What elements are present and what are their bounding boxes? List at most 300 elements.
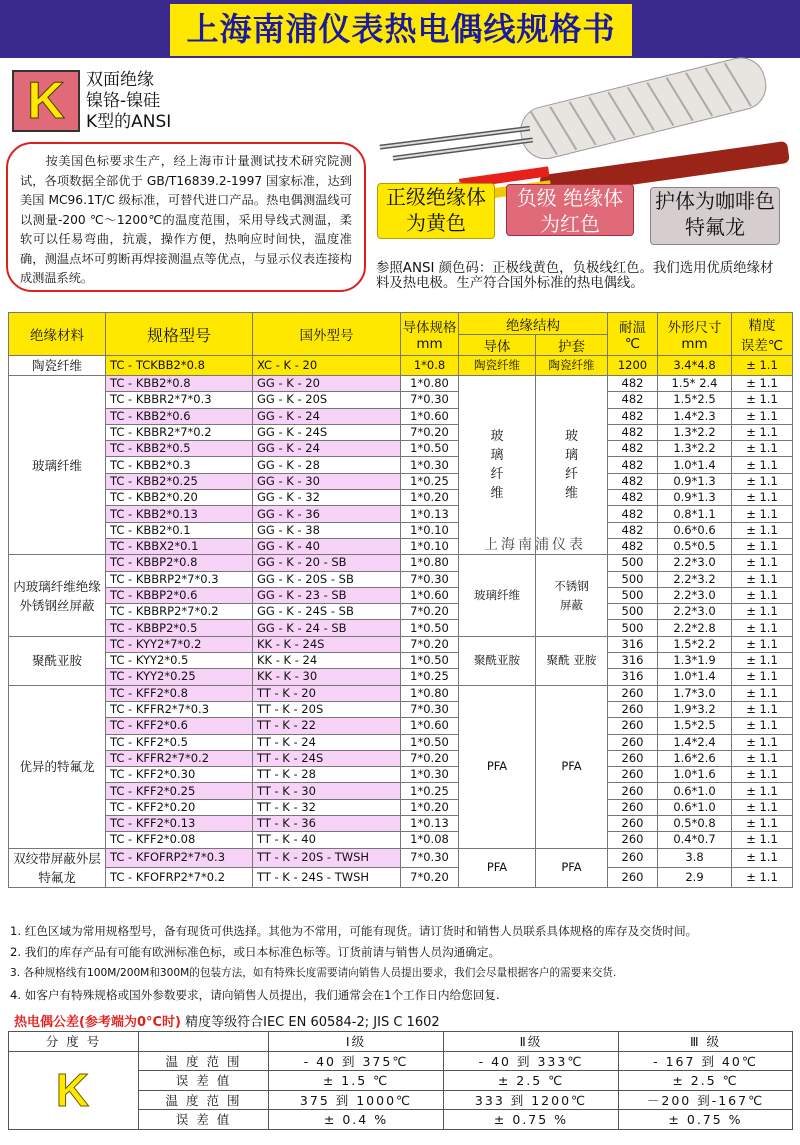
model-cell: TC - KBBP2*0.8 bbox=[106, 555, 253, 571]
model-cell: TC - KBBX2*0.1 bbox=[106, 538, 253, 554]
jacket-insulation-cell: PFA bbox=[536, 848, 608, 887]
foreign-model-cell: TT - K - 20S bbox=[253, 701, 401, 717]
size-cell: 1.5*2.5 bbox=[658, 392, 732, 408]
accuracy-cell: ± 1.1 bbox=[732, 604, 793, 620]
table-row bbox=[9, 457, 793, 473]
foreign-model-cell: TT - K - 32 bbox=[253, 799, 401, 815]
tolerance-title: 热电偶公差(参考端为0°C时) bbox=[14, 1015, 181, 1030]
conductor-cell: 1*0.13 bbox=[401, 506, 459, 522]
tol-col-grade: 分 度 号 bbox=[9, 1032, 139, 1052]
table-row bbox=[9, 587, 793, 603]
tol-col-class3: Ⅲ 级 bbox=[619, 1032, 793, 1052]
accuracy-cell: ± 1.1 bbox=[732, 424, 793, 440]
accuracy-cell: ± 1.1 bbox=[732, 799, 793, 815]
conductor-cell: 1*0.8 bbox=[401, 356, 459, 376]
tol-label: 误 差 值 bbox=[139, 1110, 269, 1130]
table-row bbox=[9, 522, 793, 538]
accuracy-cell: ± 1.1 bbox=[732, 457, 793, 473]
conductor-cell: 1*0.25 bbox=[401, 669, 459, 685]
model-cell: TC - KBB2*0.5 bbox=[106, 441, 253, 457]
conductor-cell: 1*0.50 bbox=[401, 653, 459, 669]
temp-cell: 260 bbox=[608, 868, 658, 888]
temp-cell: 260 bbox=[608, 701, 658, 717]
foreign-model-cell: GG - K - 24 bbox=[253, 408, 401, 424]
k-type-badge bbox=[12, 70, 80, 132]
foreign-model-cell: GG - K - 23 - SB bbox=[253, 587, 401, 603]
foreign-model-cell: GG - K - 30 bbox=[253, 473, 401, 489]
conductor-cell: 7*0.20 bbox=[401, 750, 459, 766]
temp-cell: 316 bbox=[608, 669, 658, 685]
col-material: 绝缘材料 bbox=[9, 313, 106, 356]
tol-value: ± 0.4 % bbox=[269, 1110, 444, 1130]
foreign-model-cell: TT - K - 20 bbox=[253, 685, 401, 701]
table-row bbox=[9, 376, 793, 392]
conductor-insulation-cell: 玻璃纤维 bbox=[459, 555, 536, 636]
table-row bbox=[9, 767, 793, 783]
size-cell: 0.6*1.0 bbox=[658, 783, 732, 799]
table-row bbox=[9, 750, 793, 766]
tol-value: ± 0.75 % bbox=[444, 1110, 619, 1130]
tol-col-class2: Ⅱ级 bbox=[444, 1032, 619, 1052]
table-row bbox=[9, 718, 793, 734]
col-sub-conductor: 导体 bbox=[459, 335, 536, 356]
model-cell: TC - KFF2*0.08 bbox=[106, 832, 253, 848]
conductor-cell: 7*0.30 bbox=[401, 701, 459, 717]
model-cell: TC - KFF2*0.5 bbox=[106, 734, 253, 750]
conductor-cell: 1*0.50 bbox=[401, 620, 459, 636]
temp-cell: 500 bbox=[608, 571, 658, 587]
table-row bbox=[9, 816, 793, 832]
material-cell: 优异的特氟龙 bbox=[9, 685, 106, 848]
table-row bbox=[9, 356, 793, 376]
conductor-header: 导体规格 bbox=[402, 320, 457, 336]
page-title: 上海南浦仪表热电偶线规格书 bbox=[170, 4, 632, 56]
size-cell: 1.6*2.6 bbox=[658, 750, 732, 766]
size-cell: 0.6*0.6 bbox=[658, 522, 732, 538]
foreign-model-cell: TT - K - 24S bbox=[253, 750, 401, 766]
table-row bbox=[9, 669, 793, 685]
temp-cell: 260 bbox=[608, 783, 658, 799]
accuracy-cell: ± 1.1 bbox=[732, 816, 793, 832]
accuracy-cell: ± 1.1 bbox=[732, 522, 793, 538]
table-row bbox=[9, 799, 793, 815]
tol-label: 误 差 值 bbox=[139, 1071, 269, 1091]
accuracy-cell: ± 1.1 bbox=[732, 620, 793, 636]
spec-table bbox=[8, 312, 793, 888]
table-row bbox=[9, 473, 793, 489]
footnote: 3. 各种规格线有100M/200M和300M的包装方法，如有特殊长度需要请向销售人员提出要求，我们会尽量根据客户的需要来交货. bbox=[10, 967, 617, 979]
table-row bbox=[9, 685, 793, 701]
temp-cell: 260 bbox=[608, 718, 658, 734]
temp-cell: 260 bbox=[608, 685, 658, 701]
temp-cell: 1200 bbox=[608, 356, 658, 376]
size-cell: 1.4*2.3 bbox=[658, 408, 732, 424]
conductor-cell: 7*0.20 bbox=[401, 424, 459, 440]
size-cell: 2.2*3.0 bbox=[658, 555, 732, 571]
table-row bbox=[9, 424, 793, 440]
accuracy-cell: ± 1.1 bbox=[732, 376, 793, 392]
foreign-model-cell: TT - K - 24S - TWSH bbox=[253, 868, 401, 888]
tol-value: - 40 到 333℃ bbox=[444, 1051, 619, 1071]
conductor-cell: 7*0.20 bbox=[401, 604, 459, 620]
conductor-cell: 1*0.08 bbox=[401, 832, 459, 848]
temp-cell: 500 bbox=[608, 620, 658, 636]
accuracy-cell: ± 1.1 bbox=[732, 685, 793, 701]
table-row bbox=[9, 653, 793, 669]
table-row bbox=[9, 620, 793, 636]
size-cell: 2.2*3.0 bbox=[658, 587, 732, 603]
table-row bbox=[9, 408, 793, 424]
foreign-model-cell: TT - K - 20S - TWSH bbox=[253, 848, 401, 868]
foreign-model-cell: GG - K - 24 bbox=[253, 441, 401, 457]
accuracy-cell: ± 1.1 bbox=[732, 734, 793, 750]
col-foreign: 国外型号 bbox=[253, 313, 401, 356]
table-row bbox=[9, 734, 793, 750]
footnote: 1. 红色区域为常用规格型号，备有现货可供选择。其他为不常用，可能有现货。请订货时和销售人员联系具体规格的库存及交货时间。 bbox=[10, 924, 698, 938]
size-cell: 1.7*3.0 bbox=[658, 685, 732, 701]
temp-cell: 316 bbox=[608, 636, 658, 652]
size-cell: 1.3*1.9 bbox=[658, 653, 732, 669]
size-cell: 1.4*2.4 bbox=[658, 734, 732, 750]
size-cell: 1.5*2.2 bbox=[658, 636, 732, 652]
foreign-model-cell: TT - K - 30 bbox=[253, 783, 401, 799]
conductor-insulation-cell: PFA bbox=[459, 848, 536, 887]
foreign-model-cell: GG - K - 38 bbox=[253, 522, 401, 538]
model-cell: TC - KFF2*0.30 bbox=[106, 767, 253, 783]
badge-line: 镍铬-镍硅 bbox=[86, 91, 161, 111]
ansi-note: 参照ANSI 颜色码：正极线黄色，负极线红色。我们选用优质绝缘材料及热电极。生产符合国外标准的热电偶线。 bbox=[376, 261, 774, 291]
temp-cell: 260 bbox=[608, 750, 658, 766]
intro-callout: 按美国色标要求生产，经上海市计量测试技术研究院测试，各项数据全部优于 GB/T16839.2-1997 国家标准，达到美国 MC96.1T/C 级标准，可替代进口产品。热电偶测温线可以测量-200 ℃～1200℃的温度范围，采用导线式测温，柔软可以任易弯曲，抗震，操作方便，热响应时间快，温度准确，测温点坏可剪断再焊接测温点等优点，与显示仪表连接构成测温系统。 bbox=[6, 142, 366, 292]
size-cell: 0.4*0.7 bbox=[658, 832, 732, 848]
tolerance-heading bbox=[14, 1011, 440, 1030]
temp-cell: 500 bbox=[608, 604, 658, 620]
conductor-cell: 1*0.80 bbox=[401, 555, 459, 571]
model-cell: TC - KYY2*0.5 bbox=[106, 653, 253, 669]
accuracy-cell: ± 1.1 bbox=[732, 701, 793, 717]
temp-cell: 482 bbox=[608, 538, 658, 554]
size-cell: 1.3*2.2 bbox=[658, 424, 732, 440]
material-cell: 玻璃纤维 bbox=[9, 376, 106, 555]
temp-cell: 482 bbox=[608, 490, 658, 506]
temp-cell: 482 bbox=[608, 522, 658, 538]
accuracy-cell: ± 1.1 bbox=[732, 783, 793, 799]
material-cell: 双绞带屏蔽外层特氟龙 bbox=[9, 848, 106, 887]
tol-label: 温 度 范 围 bbox=[139, 1051, 269, 1071]
tol-grade-letter: K bbox=[55, 1064, 92, 1116]
model-cell: TC - KFOFRP2*7*0.2 bbox=[106, 868, 253, 888]
model-cell: TC - KBBR2*7*0.3 bbox=[106, 392, 253, 408]
conductor-cell: 1*0.80 bbox=[401, 376, 459, 392]
table-row bbox=[9, 636, 793, 652]
conductor-insulation-cell: 陶瓷纤维 bbox=[459, 356, 536, 376]
model-cell: TC - KFF2*0.6 bbox=[106, 718, 253, 734]
temp-cell: 500 bbox=[608, 587, 658, 603]
negative-insulation-label: 负级 绝缘体为红色 bbox=[506, 184, 634, 236]
model-cell: TC - TCKBB2*0.8 bbox=[106, 356, 253, 376]
size-cell: 1.5* 2.4 bbox=[658, 376, 732, 392]
size-cell: 1.0*1.4 bbox=[658, 457, 732, 473]
size-cell: 2.2*3.2 bbox=[658, 571, 732, 587]
temp-cell: 482 bbox=[608, 408, 658, 424]
model-cell: TC - KYY2*0.25 bbox=[106, 669, 253, 685]
temp-cell: 482 bbox=[608, 441, 658, 457]
tol-col-item bbox=[139, 1032, 269, 1052]
size-cell: 1.3*2.2 bbox=[658, 441, 732, 457]
jacket-label: 护体为咖啡色特氟龙 bbox=[650, 187, 780, 245]
conductor-cell: 7*0.20 bbox=[401, 636, 459, 652]
temp-cell: 482 bbox=[608, 392, 658, 408]
accuracy-cell: ± 1.1 bbox=[732, 473, 793, 489]
temp-cell: 482 bbox=[608, 506, 658, 522]
accuracy-unit: 误差℃ bbox=[740, 338, 784, 354]
accuracy-cell: ± 1.1 bbox=[732, 506, 793, 522]
conductor-insulation-cell: PFA bbox=[459, 685, 536, 848]
temp-cell: 482 bbox=[608, 424, 658, 440]
table-row bbox=[9, 392, 793, 408]
foreign-model-cell: GG - K - 20S - SB bbox=[253, 571, 401, 587]
model-cell: TC - KBB2*0.1 bbox=[106, 522, 253, 538]
tol-value: ± 2.5 ℃ bbox=[619, 1071, 793, 1091]
temp-cell: 482 bbox=[608, 376, 658, 392]
accuracy-cell: ± 1.1 bbox=[732, 669, 793, 685]
accuracy-cell: ± 1.1 bbox=[732, 868, 793, 888]
model-cell: TC - KBB2*0.20 bbox=[106, 490, 253, 506]
foreign-model-cell: GG - K - 20 - SB bbox=[253, 555, 401, 571]
size-cell: 2.2*3.0 bbox=[658, 604, 732, 620]
model-cell: TC - KBBRP2*7*0.2 bbox=[106, 604, 253, 620]
temp-cell: 260 bbox=[608, 816, 658, 832]
model-cell: TC - KFF2*0.25 bbox=[106, 783, 253, 799]
foreign-model-cell: GG - K - 28 bbox=[253, 457, 401, 473]
temp-cell: 260 bbox=[608, 734, 658, 750]
size-header: 外形尺寸 bbox=[667, 320, 722, 336]
k-letter: K bbox=[27, 72, 65, 130]
tol-col-class1: Ⅰ级 bbox=[269, 1032, 444, 1052]
model-cell: TC - KFOFRP2*7*0.3 bbox=[106, 848, 253, 868]
temp-cell: 316 bbox=[608, 653, 658, 669]
conductor-cell: 1*0.60 bbox=[401, 587, 459, 603]
accuracy-cell: ± 1.1 bbox=[732, 408, 793, 424]
model-cell: TC - KBBP2*0.6 bbox=[106, 587, 253, 603]
accuracy-cell: ± 1.1 bbox=[732, 587, 793, 603]
temp-cell: 482 bbox=[608, 473, 658, 489]
foreign-model-cell: KK - K - 24 bbox=[253, 653, 401, 669]
tol-value: - 40 到 375℃ bbox=[269, 1051, 444, 1071]
size-cell: 0.8*1.1 bbox=[658, 506, 732, 522]
model-cell: TC - KFF2*0.13 bbox=[106, 816, 253, 832]
temp-header: 耐温 bbox=[619, 320, 646, 336]
foreign-model-cell: KK - K - 24S bbox=[253, 636, 401, 652]
tol-value: ± 0.75 % bbox=[619, 1110, 793, 1130]
col-accuracy bbox=[732, 313, 793, 356]
model-cell: TC - KFF2*0.20 bbox=[106, 799, 253, 815]
model-cell: TC - KBB2*0.25 bbox=[106, 473, 253, 489]
table-row bbox=[9, 848, 793, 868]
size-cell: 2.9 bbox=[658, 868, 732, 888]
tol-value: ± 2.5 ℃ bbox=[444, 1071, 619, 1091]
size-cell: 0.6*1.0 bbox=[658, 799, 732, 815]
size-unit: mm bbox=[681, 336, 708, 352]
conductor-cell: 7*0.30 bbox=[401, 392, 459, 408]
conductor-cell: 1*0.50 bbox=[401, 441, 459, 457]
table-row bbox=[9, 571, 793, 587]
size-cell: 1.5*2.5 bbox=[658, 718, 732, 734]
col-structure: 绝缘结构 bbox=[459, 313, 608, 335]
temp-cell: 500 bbox=[608, 555, 658, 571]
footnote: 4. 如客户有特殊规格或国外参数要求，请向销售人员提出，我们通常会在1个工作日内给您回复. bbox=[10, 988, 500, 1002]
foreign-model-cell: GG - K - 24S bbox=[253, 424, 401, 440]
conductor-cell: 1*0.30 bbox=[401, 457, 459, 473]
jacket-insulation-cell: 不锈钢屏蔽 bbox=[536, 555, 608, 636]
model-cell: TC - KFFR2*7*0.3 bbox=[106, 701, 253, 717]
model-cell: TC - KBB2*0.3 bbox=[106, 457, 253, 473]
badge-line: 双面绝缘 bbox=[86, 70, 154, 90]
accuracy-cell: ± 1.1 bbox=[732, 750, 793, 766]
model-cell: TC - KYY2*7*0.2 bbox=[106, 636, 253, 652]
table-row bbox=[9, 783, 793, 799]
conductor-cell: 1*0.50 bbox=[401, 734, 459, 750]
jacket-insulation-cell: 聚酰 亚胺 bbox=[536, 636, 608, 685]
foreign-model-cell: TT - K - 28 bbox=[253, 767, 401, 783]
size-cell: 0.5*0.5 bbox=[658, 538, 732, 554]
conductor-cell: 1*0.10 bbox=[401, 538, 459, 554]
size-cell: 1.9*3.2 bbox=[658, 701, 732, 717]
table-row bbox=[9, 490, 793, 506]
col-conductor bbox=[401, 313, 459, 356]
foreign-model-cell: GG - K - 36 bbox=[253, 506, 401, 522]
temp-cell: 482 bbox=[608, 457, 658, 473]
conductor-cell: 1*0.25 bbox=[401, 473, 459, 489]
conductor-cell: 1*0.80 bbox=[401, 685, 459, 701]
accuracy-cell: ± 1.1 bbox=[732, 571, 793, 587]
model-cell: TC - KBBR2*7*0.2 bbox=[106, 424, 253, 440]
model-cell: TC - KFF2*0.8 bbox=[106, 685, 253, 701]
col-sub-jacket: 护套 bbox=[536, 335, 608, 356]
positive-insulation-label: 正级绝缘体为黄色 bbox=[377, 183, 495, 239]
accuracy-cell: ± 1.1 bbox=[732, 832, 793, 848]
badge-description bbox=[86, 70, 171, 133]
accuracy-cell: ± 1.1 bbox=[732, 538, 793, 554]
foreign-model-cell: GG - K - 20S bbox=[253, 392, 401, 408]
conductor-cell: 1*0.20 bbox=[401, 799, 459, 815]
table-row bbox=[9, 832, 793, 848]
conductor-insulation-cell: 玻璃纤维 上海南浦仪表 bbox=[459, 376, 536, 555]
foreign-model-cell: KK - K - 30 bbox=[253, 669, 401, 685]
conductor-cell: 7*0.30 bbox=[401, 571, 459, 587]
size-cell: 0.9*1.3 bbox=[658, 490, 732, 506]
watermark-text: 上海南浦仪表 bbox=[484, 537, 586, 553]
conductor-cell: 7*0.30 bbox=[401, 848, 459, 868]
accuracy-header: 精度 bbox=[748, 318, 776, 334]
table-row bbox=[9, 555, 793, 571]
tolerance-standard: 精度等级符合IEC EN 60584-2; JIS C 1602 bbox=[185, 1015, 440, 1030]
accuracy-cell: ± 1.1 bbox=[732, 392, 793, 408]
foreign-model-cell: GG - K - 20 bbox=[253, 376, 401, 392]
material-cell: 内玻璃纤维绝缘外锈钢丝屏蔽 bbox=[9, 555, 106, 636]
foreign-model-cell: GG - K - 24S - SB bbox=[253, 604, 401, 620]
foreign-model-cell: GG - K - 24 - SB bbox=[253, 620, 401, 636]
conductor-insulation-cell: 聚酰亚胺 bbox=[459, 636, 536, 685]
accuracy-cell: ± 1.1 bbox=[732, 356, 793, 376]
foreign-model-cell: XC - K - 20 bbox=[253, 356, 401, 376]
conductor-cell: 1*0.10 bbox=[401, 522, 459, 538]
conductor-cell: 7*0.20 bbox=[401, 868, 459, 888]
size-cell: 2.2*2.8 bbox=[658, 620, 732, 636]
size-cell: 0.5*0.8 bbox=[658, 816, 732, 832]
accuracy-cell: ± 1.1 bbox=[732, 848, 793, 868]
conductor-unit: mm bbox=[416, 336, 443, 352]
model-cell: TC - KBBP2*0.5 bbox=[106, 620, 253, 636]
badge-line: K型的ANSI bbox=[86, 112, 172, 132]
model-cell: TC - KBB2*0.8 bbox=[106, 376, 253, 392]
tolerance-table bbox=[8, 1031, 793, 1130]
conductor-cell: 1*0.20 bbox=[401, 490, 459, 506]
table-row bbox=[9, 538, 793, 554]
size-cell: 3.8 bbox=[658, 848, 732, 868]
table-row bbox=[9, 701, 793, 717]
tol-value: 333 到 1200℃ bbox=[444, 1090, 619, 1110]
accuracy-cell: ± 1.1 bbox=[732, 718, 793, 734]
foreign-model-cell: GG - K - 32 bbox=[253, 490, 401, 506]
conductor-cell: 1*0.13 bbox=[401, 816, 459, 832]
tol-value: ± 1.5 ℃ bbox=[269, 1071, 444, 1091]
accuracy-cell: ± 1.1 bbox=[732, 441, 793, 457]
temp-cell: 260 bbox=[608, 848, 658, 868]
temp-unit: ℃ bbox=[624, 336, 641, 352]
model-cell: TC - KFFR2*7*0.2 bbox=[106, 750, 253, 766]
foreign-model-cell: TT - K - 24 bbox=[253, 734, 401, 750]
temp-cell: 260 bbox=[608, 832, 658, 848]
foreign-model-cell: GG - K - 40 bbox=[253, 538, 401, 554]
table-row bbox=[9, 868, 793, 888]
tol-value: －200 到-167℃ bbox=[619, 1090, 793, 1110]
size-cell: 3.4*4.8 bbox=[658, 356, 732, 376]
material-cell: 陶瓷纤维 bbox=[9, 356, 106, 376]
accuracy-cell: ± 1.1 bbox=[732, 636, 793, 652]
table-row bbox=[9, 506, 793, 522]
size-cell: 1.0*1.4 bbox=[658, 669, 732, 685]
tol-label: 温 度 范 围 bbox=[139, 1090, 269, 1110]
model-cell: TC - KBBRP2*7*0.3 bbox=[106, 571, 253, 587]
conductor-cell: 1*0.25 bbox=[401, 783, 459, 799]
tol-value: - 167 到 40℃ bbox=[619, 1051, 793, 1071]
jacket-insulation-cell: 陶瓷纤维 bbox=[536, 356, 608, 376]
tol-value: 375 到 1000℃ bbox=[269, 1090, 444, 1110]
table-row bbox=[9, 441, 793, 457]
foreign-model-cell: TT - K - 22 bbox=[253, 718, 401, 734]
size-cell: 1.0*1.6 bbox=[658, 767, 732, 783]
temp-cell: 260 bbox=[608, 799, 658, 815]
accuracy-cell: ± 1.1 bbox=[732, 767, 793, 783]
size-cell: 0.9*1.3 bbox=[658, 473, 732, 489]
conductor-cell: 1*0.60 bbox=[401, 408, 459, 424]
tol-grade-cell bbox=[9, 1051, 139, 1129]
col-model: 规格型号 bbox=[106, 313, 253, 356]
thermocouple-wire-illustration bbox=[370, 58, 790, 188]
conductor-cell: 1*0.30 bbox=[401, 767, 459, 783]
table-row bbox=[9, 604, 793, 620]
col-temp bbox=[608, 313, 658, 356]
material-cell: 聚酰亚胺 bbox=[9, 636, 106, 685]
model-cell: TC - KBB2*0.13 bbox=[106, 506, 253, 522]
footnote: 2. 我们的库存产品有可能有欧洲标准色标，或日本标准色标等。订货前请与销售人员沟通确定。 bbox=[10, 945, 501, 959]
jacket-insulation-cell: 玻璃纤维 bbox=[536, 376, 608, 555]
foreign-model-cell: TT - K - 40 bbox=[253, 832, 401, 848]
model-cell: TC - KBB2*0.6 bbox=[106, 408, 253, 424]
accuracy-cell: ± 1.1 bbox=[732, 490, 793, 506]
accuracy-cell: ± 1.1 bbox=[732, 653, 793, 669]
